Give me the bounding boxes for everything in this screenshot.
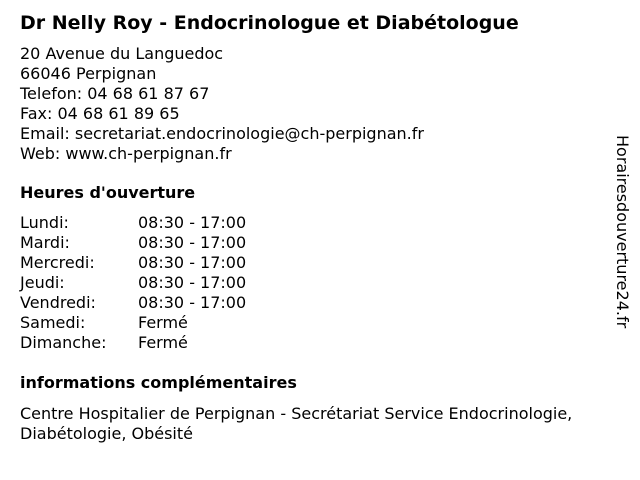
fax-line: Fax: 04 68 61 89 65: [20, 104, 180, 123]
hours-time: Fermé: [138, 313, 188, 332]
hours-day: Mercredi:: [20, 253, 95, 272]
hours-day: Mardi:: [20, 233, 70, 252]
page-title: Dr Nelly Roy - Endocrinologue et Diabétologue: [20, 12, 519, 34]
hours-day: Samedi:: [20, 313, 86, 332]
hours-day: Vendredi:: [20, 293, 96, 312]
address-city: 66046 Perpignan: [20, 64, 157, 83]
site-watermark: Horairesdouverture24.fr: [613, 135, 632, 329]
hours-row-thursday: [20, 273, 620, 293]
web-line: Web: www.ch-perpignan.fr: [20, 144, 232, 163]
hours-row-wednesday: [20, 253, 620, 273]
hours-heading: Heures d'ouverture: [20, 183, 196, 202]
hours-row-saturday: [20, 313, 620, 333]
address-street: 20 Avenue du Languedoc: [20, 44, 224, 63]
hours-table: [20, 213, 620, 353]
hours-row-sunday: [20, 333, 620, 353]
hours-row-monday: [20, 213, 620, 233]
hours-time: 08:30 - 17:00: [138, 253, 247, 272]
info-heading: informations complémentaires: [20, 373, 297, 392]
hours-time: 08:30 - 17:00: [138, 293, 247, 312]
hours-time: 08:30 - 17:00: [138, 213, 247, 232]
hours-row-friday: [20, 293, 620, 313]
hours-row-tuesday: [20, 233, 620, 253]
info-text: Centre Hospitalier de Perpignan - Secrétariat Service Endocrinologie, Diabétologie, Obésité: [20, 404, 573, 443]
hours-day: Dimanche:: [20, 333, 107, 352]
hours-time: Fermé: [138, 333, 188, 352]
hours-time: 08:30 - 17:00: [138, 233, 247, 252]
email-line: Email: secretariat.endocrinologie@ch-perpignan.fr: [20, 124, 424, 143]
hours-day: Lundi:: [20, 213, 69, 232]
phone-line: Telefon: 04 68 61 87 67: [20, 84, 210, 103]
document-body: [20, 10, 620, 444]
hours-time: 08:30 - 17:00: [138, 273, 247, 292]
hours-day: Jeudi:: [20, 273, 65, 292]
